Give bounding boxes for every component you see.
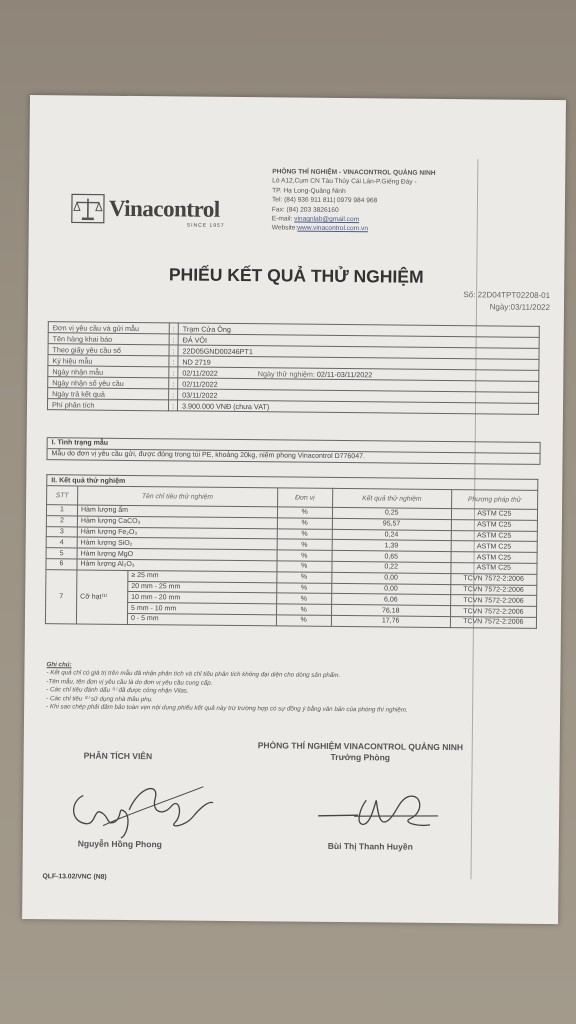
row-method: ASTM C25 xyxy=(451,530,537,542)
row-value: 0,65 xyxy=(332,551,451,563)
row-name: Hàm lượng Fe₂O₃ xyxy=(77,527,277,540)
row-name: Hàm lượng SiO₂ xyxy=(77,537,277,550)
form-code: QLF-13.02/VNC (N8) xyxy=(42,873,107,881)
grain-stt: 7 xyxy=(45,569,77,623)
head-role-title: Trưởng Phòng xyxy=(330,751,391,763)
website-link[interactable]: www.vinacontrol.com.vn xyxy=(297,225,369,233)
sample-condition-text: Mẫu do đơn vị yêu cầu gửi, được đóng trong túi PE, khoảng 20kg, niêm phong Vinacontrol D776047. xyxy=(51,450,365,461)
test-report-sheet xyxy=(22,95,566,924)
email-label: E-mail: xyxy=(271,215,293,223)
row-value: 0,22 xyxy=(332,561,451,573)
info-colon: : xyxy=(169,323,178,334)
note-line: - Các chỉ tiêu ⁽²⁾ sử dụng nhà thầu phụ. xyxy=(46,694,153,703)
test-date-label: Ngày thử nghiệm: xyxy=(257,368,315,379)
col-header: STT xyxy=(47,486,78,505)
analyst-title: PHÂN TÍCH VIÊN xyxy=(83,750,153,762)
row-method: ASTM C25 xyxy=(451,509,537,521)
row-method: ASTM C25 xyxy=(451,541,537,553)
grain-value: 17,76 xyxy=(331,615,450,627)
grain-unit: % xyxy=(276,582,331,593)
analyst-name: Nguyễn Hồng Phong xyxy=(77,838,162,850)
grain-size: 10 mm - 20 mm xyxy=(128,592,277,604)
col-header: Tên chỉ tiêu thử nghiệm xyxy=(78,486,278,507)
head-name: Bùi Thị Thanh Huyền xyxy=(327,840,413,852)
row-stt: 5 xyxy=(46,548,77,559)
row-unit: % xyxy=(277,550,332,561)
row-value: 95,57 xyxy=(332,518,451,530)
grain-unit: % xyxy=(276,593,331,604)
row-stt: 3 xyxy=(46,526,77,537)
grain-size: 0 - 5 mm xyxy=(127,613,276,625)
lab-name: PHÒNG THÍ NGHIỆM - VINACONTROL QUẢNG NINH xyxy=(272,168,436,177)
info-value: 03/11/2022 xyxy=(178,389,539,403)
grain-size: ≥ 25 mm xyxy=(128,570,277,582)
company-logo xyxy=(69,193,249,235)
row-method: ASTM C25 xyxy=(451,519,537,531)
sample-condition-heading: I. Tình trạng mẫu xyxy=(48,438,540,454)
note-line: - Kết quả chỉ có giá trị trên mẫu đã nhận phân tích và chỉ tiêu phân tích không đại diện cho dòng sản phẩm. xyxy=(46,669,341,680)
grain-unit: % xyxy=(277,572,332,583)
info-label: Ký hiệu mẫu xyxy=(48,355,169,367)
document-number-block xyxy=(463,289,550,314)
lab-fax: Fax: (84) 203 3826160 xyxy=(271,205,339,214)
test-date: 02/11-03/11/2022 xyxy=(316,369,373,379)
lab-website-line xyxy=(272,224,435,235)
row-name: Hàm lượng MgO xyxy=(77,548,277,561)
grain-method: TCVN 7572-2:2006 xyxy=(450,606,536,618)
head-signature xyxy=(318,786,468,837)
lab-address-1: Lô A12,Cụm CN Tàu Thủy Cái Lân-P.Giếng Đáy - xyxy=(272,177,417,187)
row-method: ASTM C25 xyxy=(451,552,537,564)
info-colon: : xyxy=(169,389,178,400)
row-stt: 6 xyxy=(46,559,77,570)
col-header: Phương pháp thử xyxy=(451,490,537,510)
grain-name: Cỡ hạt⁽¹⁾ xyxy=(76,570,128,624)
document-title: PHIẾU KẾT QUẢ THỬ NGHIỆM xyxy=(168,264,424,287)
info-colon: : xyxy=(169,334,178,345)
grain-size: 20 mm - 25 mm xyxy=(128,581,277,593)
results-table xyxy=(45,485,538,628)
head-title-block xyxy=(258,740,463,764)
grain-method: TCVN 7572-2:2006 xyxy=(450,595,536,607)
row-name: Hàm lượng ẩm xyxy=(77,505,277,518)
note-line: -Tên mẫu, tên đơn vị yêu cầu là do đơn vị yêu cầu cung cấp. xyxy=(46,677,213,687)
info-label: Theo giấy yêu cầu số xyxy=(48,344,169,356)
info-value: Trạm Cửa Ông xyxy=(178,323,539,337)
row-unit: % xyxy=(277,561,332,572)
notes-block xyxy=(46,661,408,715)
logo-wordmark: Vinacontrol xyxy=(108,195,220,222)
note-line: - Khi sao chép phải đảm bảo toàn vẹn nội dung phiếu kết quả này trừ trường hợp có sự đồng ý bằng văn bản của phòng thí nghiệm. xyxy=(46,703,408,714)
lab-address-2: TP. Hạ Long-Quảng Ninh xyxy=(272,187,346,195)
row-unit: % xyxy=(277,507,332,518)
row-unit: % xyxy=(277,518,332,529)
row-method: ASTM C25 xyxy=(451,563,537,575)
info-label: Ngày nhận số yêu cầu xyxy=(48,377,169,389)
row-unit: % xyxy=(277,539,332,550)
grain-method: TCVN 7572-2:2006 xyxy=(450,617,536,629)
info-colon: : xyxy=(169,356,178,367)
info-label: Đơn vị yêu cầu và gửi mẫu xyxy=(48,322,169,334)
results-heading: II. Kết quả thử nghiệm xyxy=(46,474,538,490)
row-name: Hàm lượng CaCO₃ xyxy=(77,516,277,529)
grain-value: 76,18 xyxy=(331,605,450,617)
grain-method: TCVN 7572-2:2006 xyxy=(451,573,537,585)
notes-heading: Ghi chú: xyxy=(46,661,72,669)
info-value: 3.900.000 VNĐ (chưa VAT) xyxy=(177,400,538,414)
grain-size: 5 mm - 10 mm xyxy=(128,603,277,615)
grain-method: TCVN 7572-2:2006 xyxy=(450,584,536,596)
sample-info-table xyxy=(47,321,540,415)
row-stt: 2 xyxy=(46,515,77,526)
info-label: Ngày nhận mẫu xyxy=(48,366,169,378)
col-header: Kết quả thử nghiệm xyxy=(332,488,451,508)
logo-since: SINCE 1957 xyxy=(186,222,225,229)
info-colon: : xyxy=(169,378,178,389)
grain-value: 0,00 xyxy=(331,583,450,595)
received-date: 02/11/2022 xyxy=(182,367,218,378)
row-stt: 1 xyxy=(46,505,77,516)
grain-unit: % xyxy=(276,615,331,626)
info-label: Tên hàng khai báo xyxy=(48,333,169,345)
row-stt: 4 xyxy=(46,537,77,548)
info-value: ĐÁ VÔI xyxy=(178,334,539,348)
grain-value: 0,00 xyxy=(332,572,451,584)
analyst-signature xyxy=(63,765,214,841)
document-date: Ngày:03/11/2022 xyxy=(489,302,551,313)
document-number: Số: 22D04TPT02208-01 xyxy=(463,290,551,301)
info-colon: : xyxy=(169,345,178,356)
info-label: Phí phân tích xyxy=(47,399,168,411)
row-unit: % xyxy=(277,528,332,539)
info-colon: : xyxy=(168,400,177,411)
grain-value: 6,06 xyxy=(331,594,450,606)
lab-phone: Tel: (84) 936 911 811| 0979 984 968 xyxy=(271,196,378,205)
info-colon: : xyxy=(169,367,178,378)
info-label: Ngày trả kết quả xyxy=(48,388,169,400)
website-label: Website: xyxy=(271,224,298,233)
email-link[interactable]: vinaqnlab@gmail.com xyxy=(294,215,360,224)
sample-condition-section xyxy=(46,437,540,465)
row-value: 1,39 xyxy=(332,540,451,552)
row-name: Hàm lượng Al₂O₃ xyxy=(77,559,277,572)
info-value: 02/11/2022 xyxy=(178,378,539,392)
lab-contact-block xyxy=(272,167,436,234)
note-line: - Các chỉ tiêu đánh dấu ⁽¹⁾ đã được công nhận Vilas. xyxy=(46,686,189,695)
col-header: Đơn vị xyxy=(277,488,332,508)
scales-logo-icon xyxy=(71,193,105,223)
info-value: 22D05GND00246PT1 xyxy=(178,345,539,359)
head-org-title: PHÒNG THÍ NGHIỆM VINACONTROL QUẢNG NINH xyxy=(257,740,464,753)
row-value: 0,24 xyxy=(332,529,451,541)
row-value: 0,25 xyxy=(332,507,451,519)
grain-unit: % xyxy=(276,604,331,615)
info-value: ND 2719 xyxy=(178,356,539,370)
